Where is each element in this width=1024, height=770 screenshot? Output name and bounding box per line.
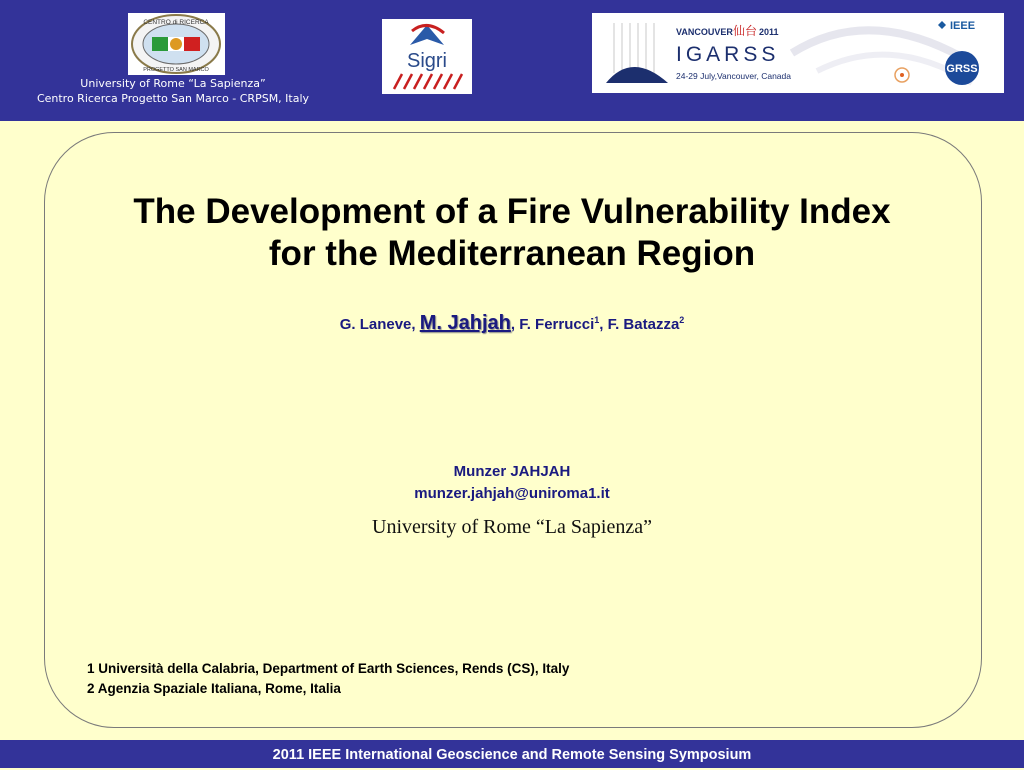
author-ferrucci: , F. Ferrucci [510,316,595,333]
affiliation-notes [87,659,569,699]
presenter-name: Munzer JAHJAH [453,463,571,480]
igarss-year-text: 2011 [759,27,779,37]
igarss-banner [592,13,1004,93]
igarss-name-text: IGARSS [676,43,780,66]
sigri-logo [382,19,472,94]
igarss-place-text: VANCOUVER [676,27,733,37]
author-jahjah: M. Jahjah [419,312,511,334]
igarss-cjk-text: 仙台 [733,24,758,38]
footer-band [0,740,1024,768]
header-band [0,0,1024,121]
crpsm-logo [128,13,225,75]
author-laneve: G. Laneve, [339,316,420,333]
author-list [44,312,980,335]
author-ferrucci-sup: 1 [594,315,600,325]
ieee-logo-text: IEEE [950,20,976,32]
crpsm-ring-bottom-text: PROGETTO SAN MARCO [143,67,209,73]
crpsm-ring-top-text: CENTRO di RICERCA [143,19,209,26]
author-batazza-sup: 2 [679,315,685,325]
igarss-dates-text: 24-29 July,Vancouver, Canada [676,71,791,81]
affiliation-line-1: University of Rome “La Sapienza” [80,77,266,90]
university-name: University of Rome “La Sapienza” [372,516,652,538]
grss-logo-text: GRSS [946,63,978,75]
note-2: 2 Agenzia Spaziale Italiana, Rome, Italia [87,681,341,696]
author-batazza: , F. Batazza [599,316,680,333]
title-line-1: The Development of a Fire Vulnerability Index [133,192,891,231]
sigri-logo-text: Sigri [406,50,448,72]
note-1: 1 Università della Calabria, Department of Earth Sciences, Rends (CS), Italy [87,661,570,676]
footer-text: 2011 IEEE International Geoscience and Remote Sensing Symposium [272,747,752,763]
slide-title [44,191,980,275]
presenter-contact [44,461,980,505]
header-affiliation [0,76,346,106]
presenter-email[interactable]: munzer.jahjah@uniroma1.it [414,485,610,502]
affiliation-line-2: Centro Ricerca Progetto San Marco - CRPSM, Italy [36,92,310,105]
title-line-2: for the Mediterranean Region [268,234,756,273]
